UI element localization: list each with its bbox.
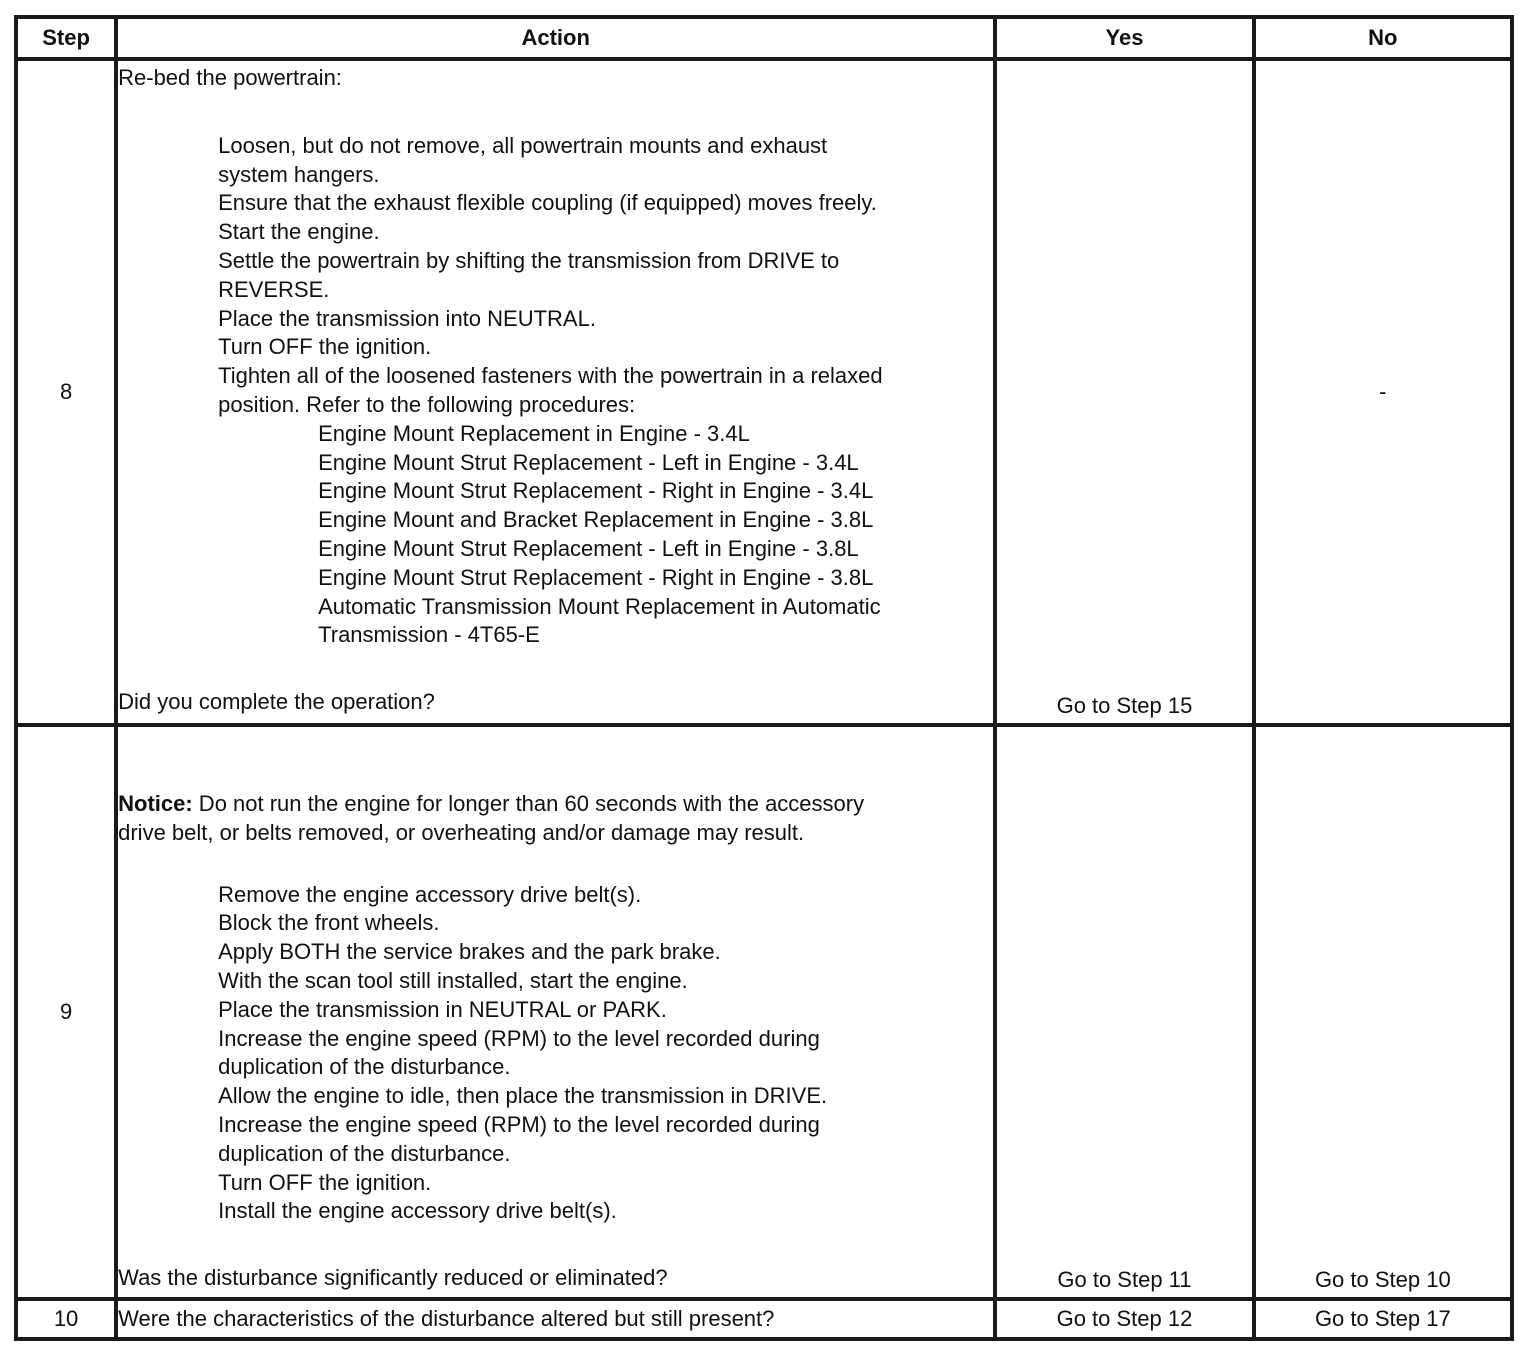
step-question: Was the disturbance significantly reduced or eliminated? xyxy=(118,1265,668,1291)
list-item: Turn OFF the ignition. xyxy=(218,1169,432,1195)
list-item: Ensure that the exhaust flexible coupling (if equipped) moves freely. xyxy=(218,190,877,216)
list-item: REVERSE. xyxy=(218,276,330,302)
list-item: Tighten all of the loosened fasteners with the powertrain in a relaxed xyxy=(218,363,883,389)
table-row-step-9 xyxy=(16,725,1512,1299)
yes-cell xyxy=(995,59,1253,725)
list-item: Turn OFF the ignition. xyxy=(218,334,432,360)
yes-cell xyxy=(995,725,1253,1299)
list-item: position. Refer to the following procedures: xyxy=(218,391,636,417)
action-cell xyxy=(116,59,995,725)
action-cell xyxy=(116,1299,995,1339)
diagnostic-steps-table xyxy=(14,15,1514,1341)
step-question: Were the characteristics of the disturbance altered but still present? xyxy=(118,1305,775,1331)
header-step: Step xyxy=(16,17,116,59)
list-item: Place the transmission in NEUTRAL or PARK. xyxy=(218,996,667,1022)
list-item: Install the engine accessory drive belt(s). xyxy=(218,1198,617,1224)
no-cell xyxy=(1254,725,1512,1299)
list-item: Remove the engine accessory drive belt(s). xyxy=(218,881,642,907)
procedure-link[interactable]: Transmission - 4T65-E xyxy=(318,622,540,648)
no-cell xyxy=(1254,1299,1512,1339)
no-answer[interactable]: Go to Step 17 xyxy=(1314,1306,1451,1331)
yes-answer[interactable]: Go to Step 15 xyxy=(1056,693,1193,719)
procedure-link[interactable]: Engine Mount Strut Replacement - Right in Engine - 3.4L xyxy=(318,478,874,504)
action-steps-list xyxy=(118,881,993,1227)
yes-answer[interactable]: Go to Step 11 xyxy=(1057,1267,1192,1293)
step-question: Did you complete the operation? xyxy=(118,689,435,715)
list-item: With the scan tool still installed, start the engine. xyxy=(218,967,688,993)
notice-text-continued: drive belt, or belts removed, or overheating and/or damage may result. xyxy=(118,819,805,845)
list-item: Place the transmission into NEUTRAL. xyxy=(218,305,596,331)
no-cell xyxy=(1254,59,1512,725)
action-cell xyxy=(116,725,995,1299)
list-item: Apply BOTH the service brakes and the park brake. xyxy=(218,939,721,965)
list-item: Increase the engine speed (RPM) to the level recorded during xyxy=(218,1025,820,1051)
procedure-link[interactable]: Automatic Transmission Mount Replacement in Automatic xyxy=(318,593,881,619)
notice-text xyxy=(118,790,993,819)
step-number: 10 xyxy=(16,1299,116,1339)
step-number: 9 xyxy=(16,725,116,1299)
procedure-link[interactable]: Engine Mount and Bracket Replacement in Engine - 3.8L xyxy=(318,507,874,533)
no-answer: - xyxy=(1379,379,1387,404)
header-no: No xyxy=(1254,17,1512,59)
procedure-link[interactable]: Engine Mount Strut Replacement - Right in Engine - 3.8L xyxy=(318,564,874,590)
action-steps-list xyxy=(118,132,993,420)
procedure-link[interactable]: Engine Mount Replacement in Engine - 3.4L xyxy=(318,420,750,446)
table-row-step-10 xyxy=(16,1299,1512,1339)
list-item: Allow the engine to idle, then place the transmission in DRIVE. xyxy=(218,1083,828,1109)
procedure-links-list xyxy=(118,420,993,650)
notice-label: Notice: xyxy=(118,791,193,816)
action-intro: Re-bed the powertrain: xyxy=(118,65,342,90)
yes-cell xyxy=(995,1299,1253,1339)
list-item: Block the front wheels. xyxy=(218,910,440,936)
procedure-link[interactable]: Engine Mount Strut Replacement - Left in Engine - 3.4L xyxy=(318,449,859,475)
header-action: Action xyxy=(116,17,995,59)
header-yes: Yes xyxy=(995,17,1253,59)
list-item: Increase the engine speed (RPM) to the level recorded during xyxy=(218,1111,820,1137)
list-item: Start the engine. xyxy=(218,219,380,245)
list-item: Loosen, but do not remove, all powertrain mounts and exhaust xyxy=(218,132,828,158)
list-item: duplication of the disturbance. xyxy=(218,1054,511,1080)
list-item: system hangers. xyxy=(218,161,380,187)
table-row-step-8 xyxy=(16,59,1512,725)
step-number: 8 xyxy=(16,59,116,725)
yes-answer[interactable]: Go to Step 12 xyxy=(1056,1306,1193,1331)
header-row xyxy=(16,17,1512,59)
list-item: Settle the powertrain by shifting the transmission from DRIVE to xyxy=(218,247,840,273)
notice-body: Do not run the engine for longer than 60 seconds with the accessory xyxy=(192,791,865,816)
list-item: duplication of the disturbance. xyxy=(218,1140,511,1166)
no-answer[interactable]: Go to Step 10 xyxy=(1314,1267,1451,1293)
procedure-link[interactable]: Engine Mount Strut Replacement - Left in Engine - 3.8L xyxy=(318,535,859,561)
